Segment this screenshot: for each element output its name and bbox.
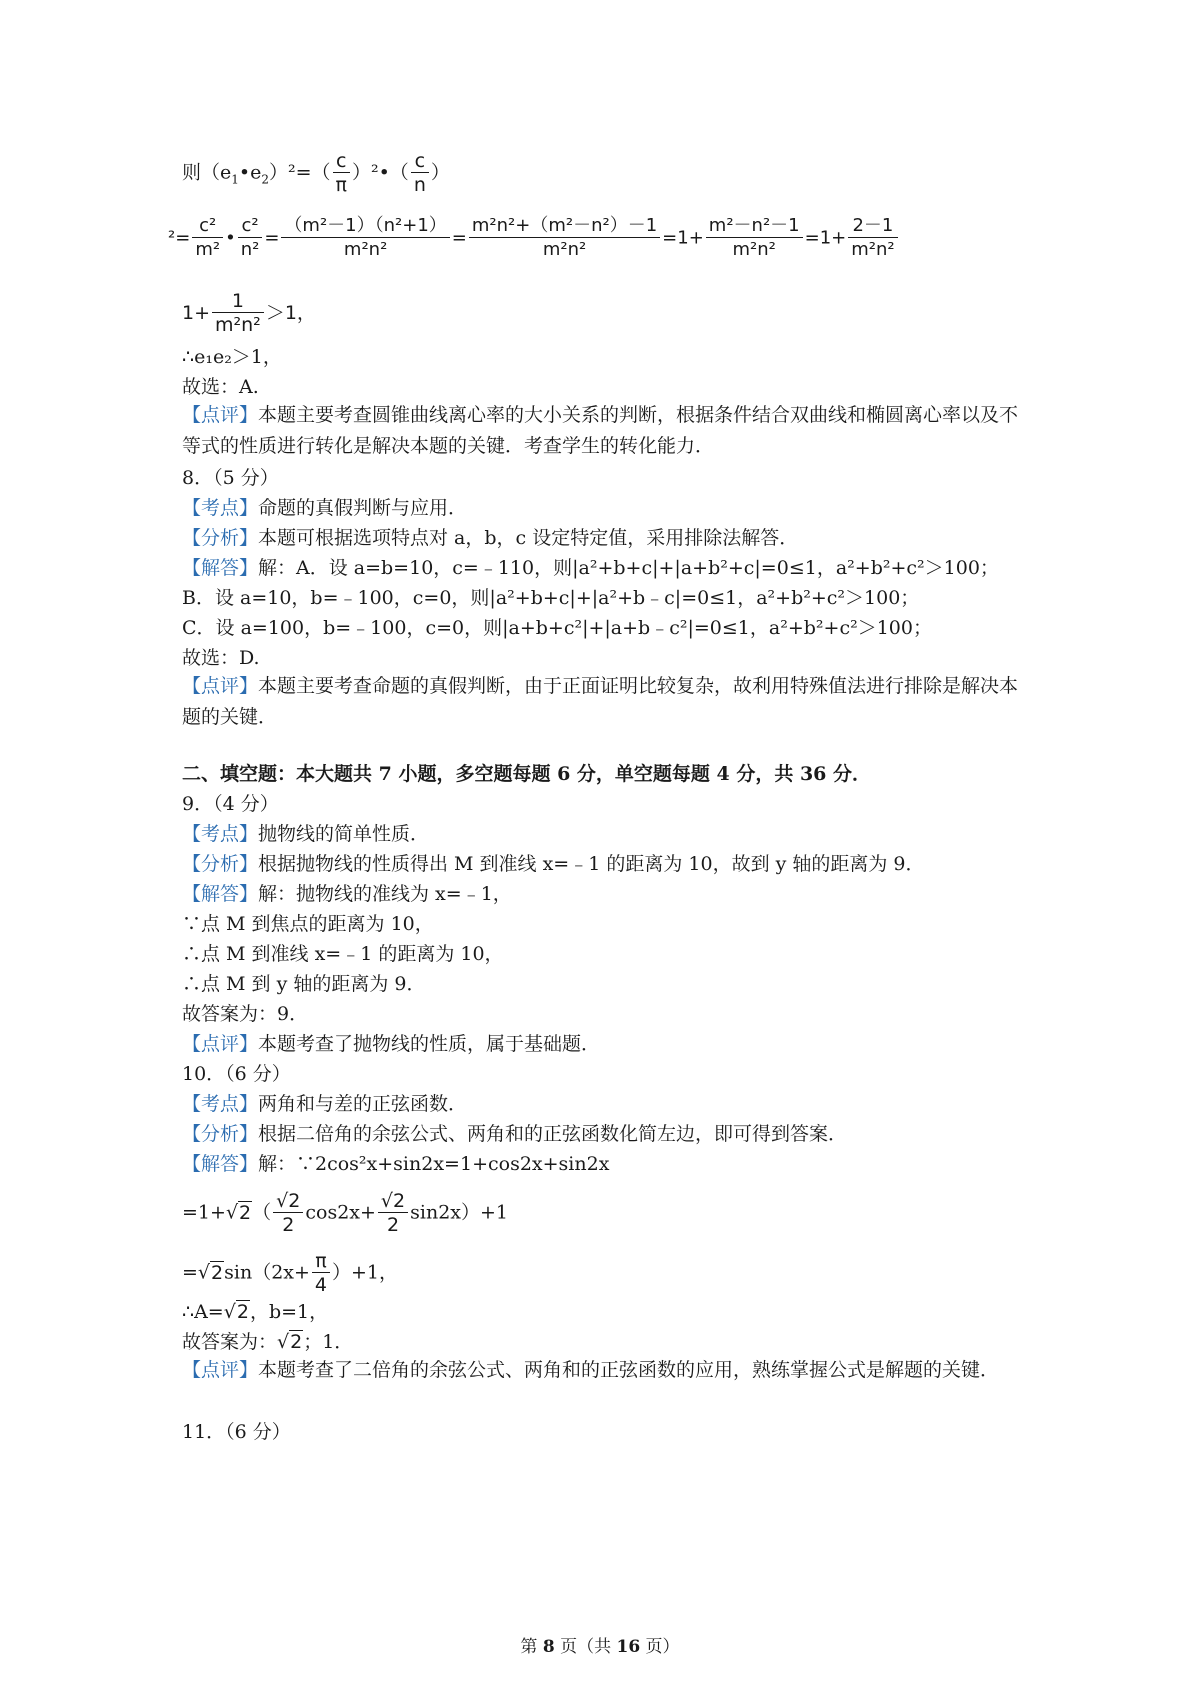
text: （ (252, 1201, 272, 1224)
sqrt: √2 (223, 1301, 249, 1323)
analysis-tag: 【分析】 (182, 1123, 259, 1145)
sqrt: √2 (225, 1201, 252, 1224)
text: 解：A．设 a=b=10，c=﹣110，则|a²+b+c|+|a+b²+c|=0≤1，a²+b²+c²＞100； (258, 557, 999, 579)
fraction: $\frac{\text{（m²－1）（n²+1）}}{\text{m²n²}}$ (281, 215, 449, 262)
fraction: $\frac{√2}{2}$ (273, 1190, 303, 1237)
fraction: $\frac{\text{m²－n²－1}}{\text{m²n²}}$ (706, 215, 803, 262)
analysis-line (182, 1122, 847, 1146)
answer-line (182, 882, 512, 906)
answer-tag: 【解答】 (182, 557, 259, 579)
comment-tag: 【点评】 (182, 404, 259, 426)
comment-paragraph (182, 1355, 1022, 1386)
text: 故答案为： (182, 1331, 278, 1353)
answer-tag: 【解答】 (182, 883, 259, 905)
fraction: $\frac{2-1}{\text{m²n²}}$ (848, 215, 897, 262)
comment-tag: 【点评】 (182, 675, 259, 697)
section-heading: 二、填空题：本大题共 7 小题，多空题每题 6 分，单空题每题 4 分，共 36 分． (182, 763, 872, 785)
text-line: 故选：D. (182, 647, 260, 669)
text: sin（2x+ (224, 1261, 310, 1284)
text: 抛物线的简单性质． (258, 823, 430, 845)
comment-line (182, 1032, 600, 1056)
text: ，b=1， (249, 1301, 329, 1323)
fraction: $\frac{\text{m²n²+（m²－n²）－1}}{\text{m²n²}}$ (469, 215, 660, 262)
point-line (182, 1092, 467, 1116)
comment-tag: 【点评】 (182, 1359, 259, 1381)
analysis-line (182, 852, 925, 876)
sqrt: √2 (277, 1331, 303, 1353)
text: ）²=（ (268, 161, 331, 184)
text: cos2x+ (305, 1201, 376, 1224)
comment-paragraph (182, 400, 1022, 462)
text: sin2x）+1 (410, 1201, 509, 1224)
text: ）²•（ (351, 161, 409, 184)
comment-tag: 【点评】 (182, 1033, 259, 1055)
text: 本题主要考查圆锥曲线离心率的大小关系的判断，根据条件结合双曲线和椭圆离心率以及不等式的性质进行转化是解决本题的关键．考查学生的转化能力． (182, 404, 1019, 457)
text: ；1． (303, 1331, 354, 1353)
point-line (182, 496, 467, 520)
text-line: ∴点 M 到 y 轴的距离为 9． (182, 973, 426, 995)
text: 第 (520, 1637, 543, 1657)
text: 本题考查了二倍角的余弦公式、两角和的正弦函数的应用，熟练掌握公式是解题的关键． (258, 1359, 1000, 1381)
question-heading: 9．（4 分） (182, 793, 279, 815)
text: ） (430, 161, 450, 184)
answer-tag: 【解答】 (182, 1153, 259, 1175)
text: 两角和与差的正弦函数． (258, 1093, 468, 1115)
point-tag: 【考点】 (182, 1093, 259, 1115)
formula-line (182, 1330, 353, 1354)
text-line: 故选：A. (182, 376, 259, 398)
fraction: $\frac{\text{c²}}{\text{n²}}$ (238, 215, 263, 262)
page-footer (0, 1632, 1200, 1657)
text: 命题的真假判断与应用． (258, 497, 468, 519)
question-heading: 8．（5 分） (182, 467, 279, 489)
formula-line (182, 1190, 508, 1237)
fraction: $\frac{1}{\text{m²n²}}$ (212, 290, 264, 337)
sqrt: √2 (197, 1261, 224, 1284)
fraction: $\frac{c}{\pi}$ (333, 150, 350, 197)
point-tag: 【考点】 (182, 497, 259, 519)
analysis-tag: 【分析】 (182, 853, 259, 875)
text: =1+ (182, 1201, 226, 1224)
analysis-tag: 【分析】 (182, 527, 259, 549)
fraction: $\frac{\pi}{4}$ (312, 1250, 330, 1297)
answer-line (182, 556, 999, 580)
question-heading: 11．（6 分） (182, 1421, 291, 1443)
formula-line-2: ²= $\frac{\text{c²}}{\text{m²}}$ • $\frac{\text{c²}}{\text{n²}}$ = $\frac{\text{（m²－1）（n²+1）}}{\text{m²n²}}$ = $\frac{\text{m²n²+（m²－n²）－1}}{\text{m²n²}}$ =1+ $\frac{\text{m²－n²－1}}{\text{m²n²}}$ =1+ $\frac{2-1}{\text{m²n²}}$ (168, 215, 900, 262)
text: 页） (640, 1637, 680, 1657)
text: ）+1， (332, 1261, 399, 1284)
formula-line (182, 1300, 328, 1324)
formula-line-3: 1+ $\frac{1}{\text{m²n²}}$ ＞1， (182, 290, 316, 336)
fraction: $\frac{√2}{2}$ (378, 1190, 408, 1237)
text-line: ∴点 M 到准线 x=﹣1 的距离为 10， (182, 943, 504, 965)
text: 解：抛物线的准线为 x=﹣1， (258, 883, 512, 905)
question-heading: 10．（6 分） (182, 1063, 291, 1085)
text: 本题可根据选项特点对 a，b，c 设定特定值，采用排除法解答． (258, 527, 799, 549)
page-number: 8 (542, 1637, 555, 1657)
text: = (182, 1261, 198, 1284)
fraction: $\frac{\text{c²}}{\text{m²}}$ (192, 215, 223, 262)
text-line: ∵点 M 到焦点的距离为 10， (182, 913, 434, 935)
formula-line-1: 则$(e_1•e_2)^2=$（ $\frac{c}{\pi}$ ）²•（ $\frac{c}{n}$ ） (182, 150, 450, 196)
point-line (182, 822, 429, 846)
text-line: ∴e₁e₂＞1， (182, 346, 282, 368)
answer-line (182, 1152, 609, 1176)
formula-line (182, 1250, 398, 1297)
text: •e (238, 161, 262, 184)
text: 解：∵2cos²x+sin2x=1+cos2x+sin2x (258, 1153, 610, 1175)
text: 页（共 (554, 1637, 617, 1657)
text: ∴A= (182, 1301, 224, 1323)
text: 本题考查了抛物线的性质，属于基础题． (258, 1033, 601, 1055)
fraction: $\frac{c}{n}$ (411, 150, 429, 197)
point-tag: 【考点】 (182, 823, 259, 845)
text: 本题主要考查命题的真假判断，由于正面证明比较复杂，故利用特殊值法进行排除是解决本题的关键． (182, 675, 1019, 728)
text: 则（e (182, 161, 232, 184)
text-line: B．设 a=10，b=﹣100，c=0，则|a²+b+c|+|a²+b﹣c|=0≤1，a²+b²+c²＞100； (182, 587, 920, 609)
text: 根据二倍角的余弦公式、两角和的正弦函数化简左边，即可得到答案． (258, 1123, 848, 1145)
text-line: C．设 a=100，b=﹣100，c=0，则|a+b+c²|+|a+b﹣c²|=0≤1，a²+b²+c²＞100； (182, 617, 932, 639)
analysis-line (182, 526, 798, 550)
text-line: 故答案为：9． (182, 1003, 309, 1025)
comment-paragraph (182, 671, 1022, 733)
text: 根据抛物线的性质得出 M 到准线 x=﹣1 的距离为 10，故到 y 轴的距离为 9． (258, 853, 925, 875)
page-total: 16 (616, 1637, 641, 1657)
